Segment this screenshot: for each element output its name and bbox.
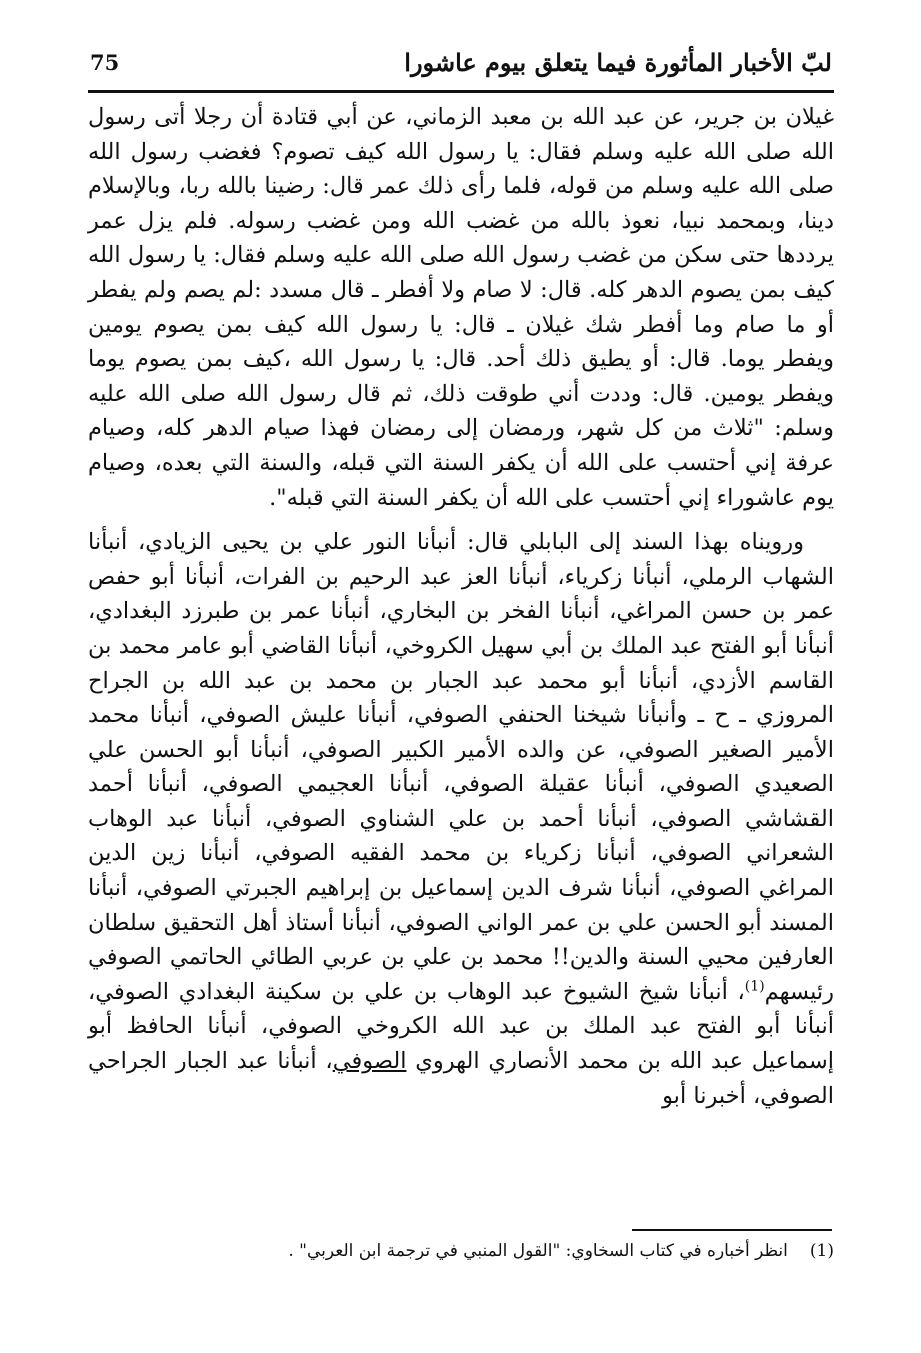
underlined-word: الصوفي (332, 1048, 407, 1075)
page-body (88, 100, 834, 1113)
paragraph-hadith: غيلان بن جرير، عن عبد الله بن معبد الزماني، عن أبي قتادة أن رجلا أتى رسول الله صلى الله عليه وسلم فقال: يا رسول الله كيف تصوم؟ فغضب رسول الله صلى الله عليه وسلم من قوله، فلما رأى ذلك عمر قال: رضينا بالله ربا، وبالإسلام دينا، وبمحمد نبيا، نعوذ بالله من غضب الله ومن غضب رسوله. فلم يزل عمر يرددها حتى سكن من غضب رسول الله صلى الله عليه وسلم فقال: يا رسول الله كيف بمن يصوم الدهر كله. قال: لا صام ولا أفطر ـ قال مسدد :لم يصم ولم يفطر أو ما صام وما أفطر شك غيلان ـ قال: يا رسول الله كيف بمن يصوم يومين ويفطر يوما. قال: أو يطيق ذلك أحد. قال: يا رسول الله ،كيف بمن يصوم يوما ويفطر يومين. قال: وددت أني طوقت ذلك، ثم قال رسول الله صلى الله عليه وسلم: "ثلاث من كل شهر، ورمضان إلى رمضان فهذا صيام الدهر كله، وصيام عرفة إني أحتسب على الله أن يكفر السنة التي قبله، والسنة التي بعده، وصيام يوم عاشوراء إني أحتسب على الله أن يكفر السنة التي قبله". (88, 104, 834, 511)
isnad-text-part-1: ورويناه بهذا السند إلى البابلي قال: أنبأنا النور علي بن يحيى الزيادي، أنبأنا الشهاب الرملي، أنبأنا زكرياء، أنبأنا العز عبد الرحيم بن الفرات، أنبأنا أبو حفص عمر بن حسن المراغي، أنبأنا الفخر بن البخاري، أنبأنا عمر بن طبرزد البغدادي، أنبأنا أبو الفتح عبد الملك بن أبي سهيل الكروخي، أنبأنا القاضي أبو عامر محمد بن القاسم الأزدي، أنبأنا أبو محمد عبد الجبار بن محمد بن عبد الله بن الجراح المروزي ـ ح ـ وأنبأنا شيخنا الحنفي الصوفي، أنبأنا عليش الصوفي، أنبأنا محمد الأمير الصغير الصوفي، عن والده الأمير الكبير الصوفي، أنبأنا أبو الحسن علي الصعيدي الصوفي، أنبأنا عقيلة الصوفي، أنبأنا العجيمي الصوفي، أنبأنا أحمد القشاشي الصوفي، أنبأنا أحمد بن علي الشناوي الصوفي، أنبأنا عبد الوهاب الشعراني الصوفي، أنبأنا زكرياء بن محمد الفقيه الصوفي، أنبأنا زين الدين المراغي الصوفي، أنبأنا شرف الدين إسماعيل بن إبراهيم الجبرتي الصوفي، أنبأنا المسند أبو الحسن علي بن عمر الواني الصوفي، أنبأنا أستاذ أهل التحقيق سلطان العارفين محيي السنة والدين!! محمد بن علي بن عربي الطائي الحاتمي الصوفي رئيسهم (88, 529, 834, 1005)
paragraph-isnad (88, 525, 834, 1113)
isnad-text-part-3: ، أنبأنا عبد الجبار الجراحي الصوفي، أخبرنا أبو (88, 1048, 834, 1109)
page-number: 75 (90, 50, 120, 75)
footnote-marker: (1) (744, 978, 765, 995)
footnote-number: (1) (809, 1241, 834, 1261)
running-title: لبّ الأخبار المأثورة فيما يتعلق بيوم عاشورا (404, 48, 832, 77)
isnad-text-part-2: ، أنبأنا شيخ الشيوخ عبد الوهاب بن علي بن سكينة البغدادي الصوفي، أنبأنا أبو الفتح عبد الملك بن عبد الله الكروخي الصوفي، أنبأنا الحافظ أبو إسماعيل عبد الله بن محمد الأنصاري الهروي (88, 978, 834, 1075)
footnote (88, 1236, 834, 1266)
footnote-rule (632, 1229, 832, 1231)
page-header (90, 42, 832, 92)
header-rule (88, 90, 834, 93)
footnote-text: انظر أخباره في كتاب السخاوي: "القول المنبي في ترجمة ابن العربي" . (288, 1241, 788, 1261)
